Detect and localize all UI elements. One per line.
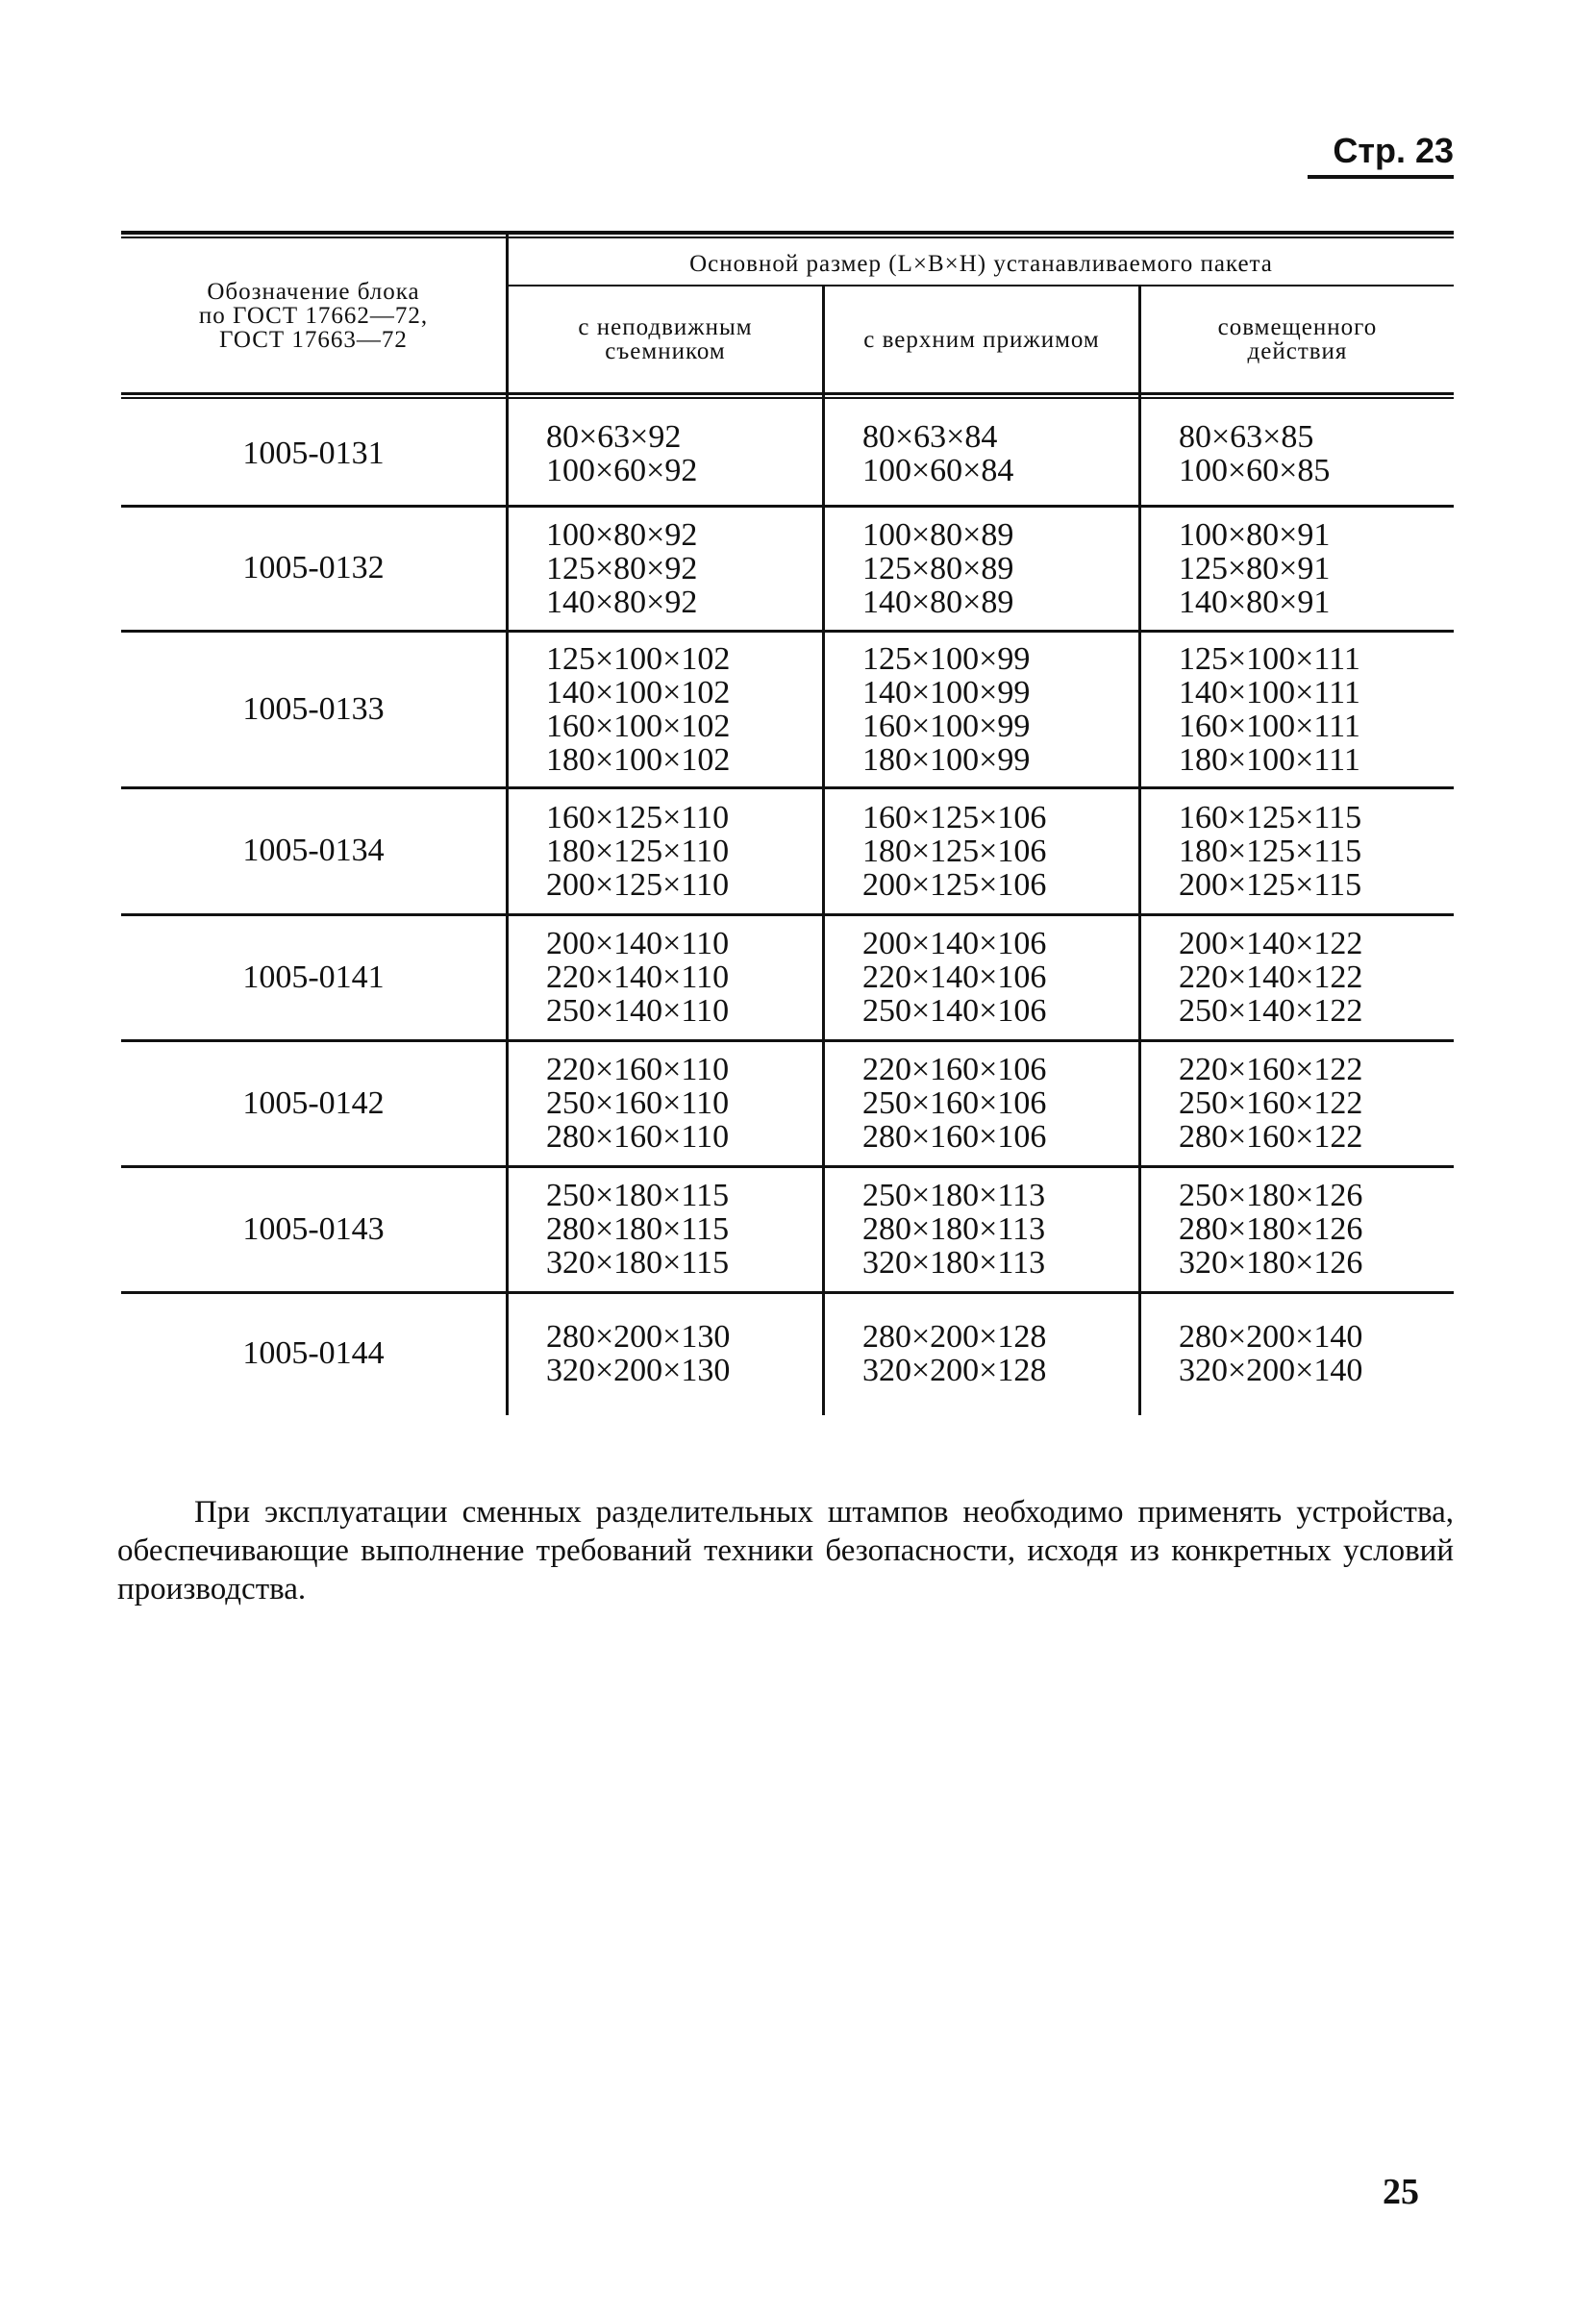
page-header: Стр. 23 bbox=[1333, 131, 1454, 170]
row-rule bbox=[121, 1039, 1454, 1042]
row-rule bbox=[121, 1165, 1454, 1168]
sub-header-fixed: с неподвижным съемником bbox=[578, 314, 753, 364]
sizes-top-clamp: 160×125×106 180×125×106 200×125×106 bbox=[862, 799, 1047, 903]
sub-header-combined: совмещенного действия bbox=[1217, 314, 1378, 364]
block-designation: 1005-0133 bbox=[242, 690, 385, 727]
sizes-fixed-stripper: 80×63×92 100×60×92 bbox=[546, 419, 698, 488]
sizes-combined: 250×180×126 280×180×126 320×180×126 bbox=[1179, 1178, 1363, 1281]
sizes-combined: 220×160×122 250×160×122 280×160×122 bbox=[1179, 1052, 1363, 1155]
sizes-fixed-stripper: 220×160×110 250×160×110 280×160×110 bbox=[546, 1052, 730, 1155]
sizes-top-clamp: 250×180×113 280×180×113 320×180×113 bbox=[862, 1178, 1046, 1281]
sizes-combined: 160×125×115 180×125×115 200×125×115 bbox=[1179, 799, 1362, 903]
sizes-combined: 200×140×122 220×140×122 250×140×122 bbox=[1179, 926, 1363, 1029]
column-rule-3 bbox=[1138, 286, 1141, 1415]
sub-header-top-clamp: с верхним прижимом bbox=[863, 326, 1100, 353]
sizes-combined: 80×63×85 100×60×85 bbox=[1179, 419, 1331, 488]
sizes-combined: 125×100×111 140×100×111 160×100×111 180×100×111 bbox=[1179, 640, 1360, 778]
column-rule-1 bbox=[506, 235, 509, 1415]
row-rule bbox=[121, 1291, 1454, 1294]
sizes-fixed-stripper: 160×125×110 180×125×110 200×125×110 bbox=[546, 799, 730, 903]
block-designation: 1005-0142 bbox=[242, 1084, 385, 1121]
block-designation: 1005-0134 bbox=[242, 833, 385, 868]
column-rule-2 bbox=[822, 286, 825, 1415]
sizes-combined: 280×200×140 320×200×140 bbox=[1179, 1319, 1363, 1388]
sizes-top-clamp: 100×80×89 125×80×89 140×80×89 bbox=[862, 516, 1014, 620]
table-top-rule bbox=[121, 231, 1454, 235]
header-bottom-rule bbox=[121, 392, 1454, 395]
safety-note: При эксплуатации сменных разделительных штампов необходимо применять устройства, обеспечивающие выполнение требований техники безопасности, исходя из конкретных условий производства. bbox=[117, 1495, 1454, 1606]
group-header-rule bbox=[509, 285, 1454, 286]
page-header-rule bbox=[1308, 175, 1454, 179]
sizes-fixed-stripper: 125×100×102 140×100×102 160×100×102 180×100×102 bbox=[546, 640, 731, 778]
sizes-fixed-stripper: 200×140×110 220×140×110 250×140×110 bbox=[546, 926, 730, 1029]
sizes-top-clamp: 220×160×106 250×160×106 280×160×106 bbox=[862, 1052, 1047, 1155]
row-rule bbox=[121, 505, 1454, 508]
sizes-fixed-stripper: 100×80×92 125×80×92 140×80×92 bbox=[546, 516, 698, 620]
block-designation: 1005-0144 bbox=[242, 1335, 385, 1371]
row-rule bbox=[121, 630, 1454, 633]
row-rule bbox=[121, 786, 1454, 789]
block-designation: 1005-0143 bbox=[242, 1210, 385, 1247]
block-designation: 1005-0131 bbox=[242, 436, 385, 471]
col-block-header: Обозначение блока по ГОСТ 17662—72, ГОСТ 17663—72 bbox=[198, 278, 429, 353]
sizes-fixed-stripper: 250×180×115 280×180×115 320×180×115 bbox=[546, 1178, 730, 1281]
group-header: Основной размер (L×B×H) устанавливаемого пакета bbox=[689, 250, 1273, 277]
sizes-top-clamp: 200×140×106 220×140×106 250×140×106 bbox=[862, 926, 1047, 1029]
sizes-top-clamp: 125×100×99 140×100×99 160×100×99 180×100×99 bbox=[862, 640, 1031, 778]
sizes-top-clamp: 80×63×84 100×60×84 bbox=[862, 419, 1014, 488]
header-bottom-rule-thin bbox=[121, 397, 1454, 399]
block-designation: 1005-0141 bbox=[242, 959, 385, 995]
sizes-top-clamp: 280×200×128 320×200×128 bbox=[862, 1319, 1047, 1388]
block-designation: 1005-0132 bbox=[242, 550, 385, 585]
row-rule bbox=[121, 913, 1454, 916]
sizes-fixed-stripper: 280×200×130 320×200×130 bbox=[546, 1319, 731, 1388]
page-number: 25 bbox=[1383, 2172, 1419, 2212]
sizes-combined: 100×80×91 125×80×91 140×80×91 bbox=[1179, 516, 1331, 620]
